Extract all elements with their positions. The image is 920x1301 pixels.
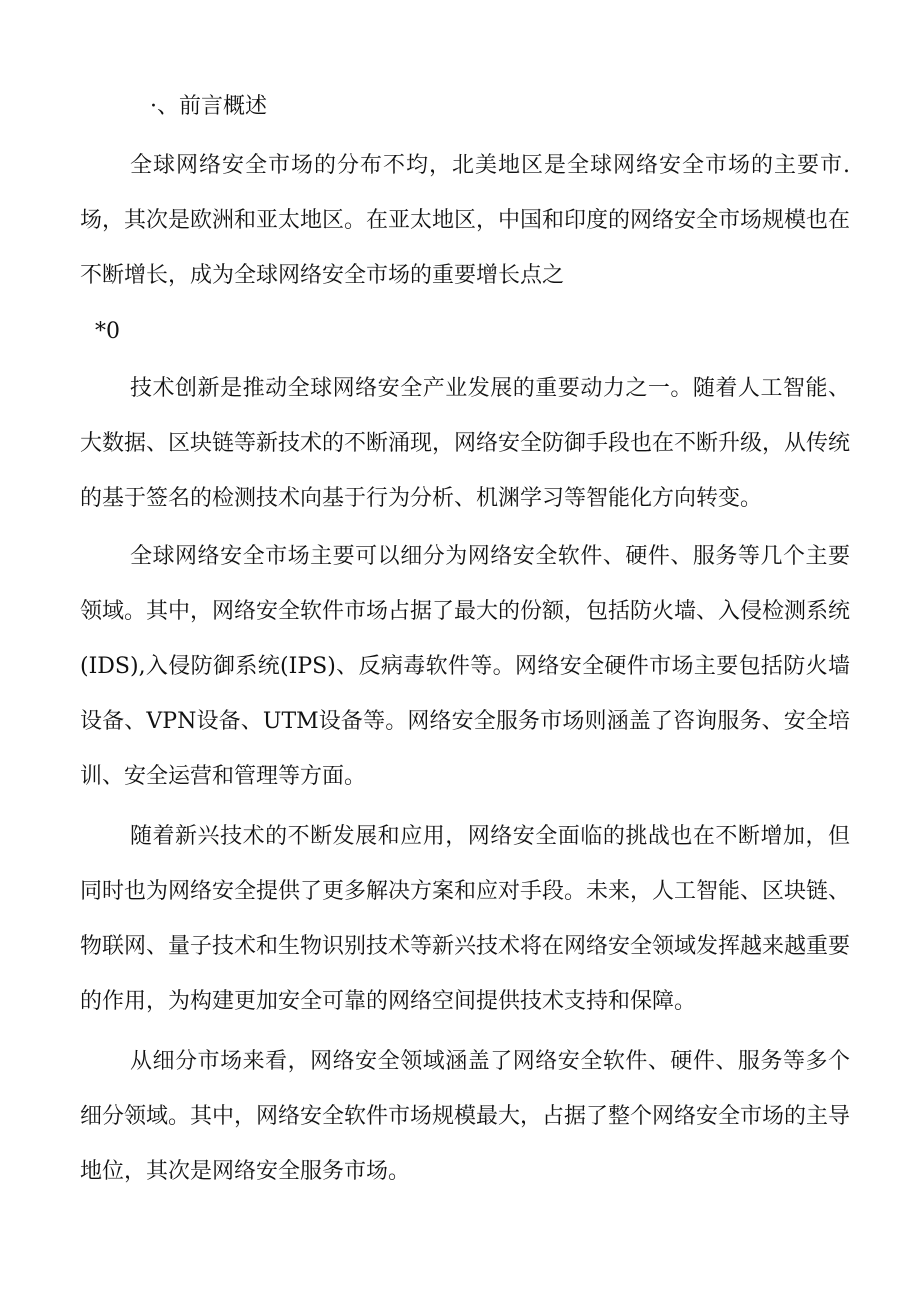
section-heading: ·、前言概述	[150, 94, 267, 119]
paragraph-segment-summary: 从细分市场来看，网络安全领域涵盖了网络安全软件、硬件、服务等多个细分领域。其中，网络安全软件市场规模最大，占据了整个网络安全市场的主导地位，其次是网络安全服务市场。	[80, 1049, 851, 1184]
paragraph-market-distribution: 全球网络安全市场的分布不均，北美地区是全球网络安全市场的主要市.场，其次是欧洲和亚太地区。在亚太地区，中国和印度的网络安全市场规模也在不断增长，成为全球网络安全市场的重要增长点之	[80, 153, 851, 288]
paragraph-emerging-technologies: 随着新兴技术的不断发展和应用，网络安全面临的挑战也在不断增加，但同时也为网络安全提供了更多解决方案和应对手段。未来，人工智能、区块链、物联网、量子技术和生物识别技术等新兴技术将在网络安全领域发挥越来越重要的作用，为构建更加安全可靠的网络空间提供技术支持和保障。	[80, 824, 851, 1014]
paragraph-market-segments: 全球网络安全市场主要可以细分为网络安全软件、硬件、服务等几个主要领域。其中，网络安全软件市场占据了最大的份额，包括防火墙、入侵检测系统(IDS),入侵防御系统(IPS)、反病毒软件等。网络安全硬件市场主要包括防火墙设备、VPN设备、UTM设备等。网络安全服务市场则涵盖了咨询服务、安全培训、安全运营和管理等方面。	[80, 544, 851, 789]
paragraph-technology-innovation: 技术创新是推动全球网络安全产业发展的重要动力之一。随着人工智能、大数据、区块链等新技术的不断涌现，网络安全防御手段也在不断升级，从传统的基于签名的检测技术向基于行为分析、机渊学习等智能化方向转变。	[80, 376, 851, 511]
footnote-marker: *0	[95, 319, 120, 344]
